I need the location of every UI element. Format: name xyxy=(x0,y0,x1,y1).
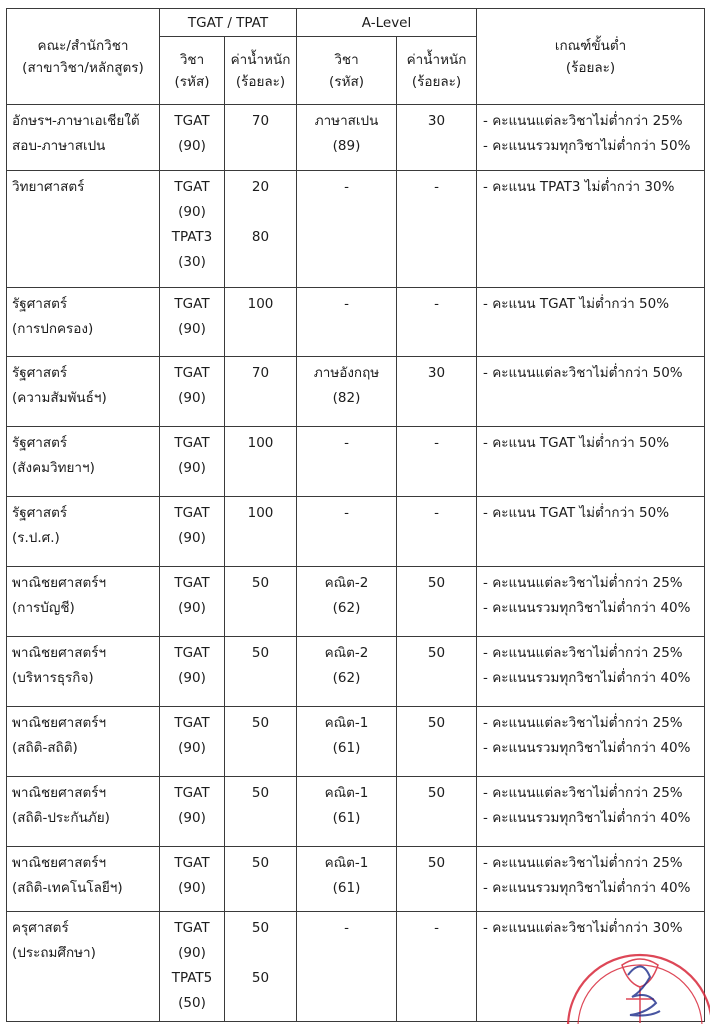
minimum-criteria-cell-line: - คะแนนรวมทุกวิชาไม่ต่ำกว่า 40% xyxy=(483,880,691,896)
admission-criteria-table xyxy=(6,8,705,1022)
tgat-subject-cell xyxy=(160,105,225,171)
faculty-cell-line: รัฐศาสตร์ xyxy=(12,365,68,381)
alevel-subject-cell-line: ภาษาสเปน xyxy=(314,113,379,129)
header-alevel-weight-line1: ค่าน้ำหนัก xyxy=(406,51,467,68)
alevel-subject-cell-line: (61) xyxy=(332,740,361,756)
faculty-cell xyxy=(7,288,160,357)
faculty-cell-line: (สถิติ-ประกันภัย) xyxy=(12,810,110,826)
faculty-cell-line: รัฐศาสตร์ xyxy=(12,435,68,451)
table-row xyxy=(7,427,705,497)
tgat-weight-cell-line: 70 xyxy=(251,113,270,129)
minimum-criteria-cell xyxy=(477,497,705,567)
minimum-criteria-cell xyxy=(477,777,705,847)
table-body xyxy=(7,105,705,1022)
alevel-weight-cell-line: 50 xyxy=(427,575,446,591)
faculty-cell-line: รัฐศาสตร์ xyxy=(12,505,68,521)
alevel-subject-cell xyxy=(297,912,397,1022)
faculty-cell-line: (สถิติ-สถิติ) xyxy=(12,740,78,756)
alevel-weight-cell-line: 50 xyxy=(427,785,446,801)
alevel-subject-cell-line: (62) xyxy=(332,600,361,616)
header-alevel-group: A-Level xyxy=(297,9,477,37)
alevel-subject-cell-line: (82) xyxy=(332,390,361,406)
alevel-subject-cell-line: - xyxy=(344,920,349,936)
alevel-subject-cell-line: - xyxy=(344,179,349,195)
header-tgat-weight-line2: (ร้อยละ) xyxy=(235,73,286,90)
tgat-subject-cell-line: (90) xyxy=(178,390,206,406)
tgat-weight-cell xyxy=(225,777,297,847)
tgat-subject-cell-line: (90) xyxy=(178,530,206,546)
tgat-subject-cell-line: TPAT3 xyxy=(171,229,213,245)
tgat-subject-cell xyxy=(160,637,225,707)
header-faculty xyxy=(7,9,160,105)
alevel-subject-cell xyxy=(297,497,397,567)
faculty-cell-line: (สังคมวิทยาฯ) xyxy=(12,460,95,476)
minimum-criteria-cell-line: - คะแนนแต่ละวิชาไม่ต่ำกว่า 30% xyxy=(483,920,683,936)
tgat-weight-cell xyxy=(225,105,297,171)
faculty-cell-line: (ร.ป.ศ.) xyxy=(12,530,60,546)
tgat-weight-cell-line: 50 xyxy=(251,920,270,936)
tgat-subject-cell-line: (90) xyxy=(178,670,206,686)
tgat-subject-cell-line: TGAT xyxy=(174,855,210,871)
alevel-subject-cell-line: - xyxy=(344,505,349,521)
tgat-subject-cell xyxy=(160,912,225,1022)
alevel-subject-cell-line: คณิต-2 xyxy=(324,645,369,661)
tgat-weight-cell-line: 100 xyxy=(247,505,274,521)
tgat-subject-cell-line: (90) xyxy=(178,945,206,961)
tgat-weight-cell-line: 100 xyxy=(247,435,274,451)
faculty-cell xyxy=(7,567,160,637)
tgat-subject-cell-line: (30) xyxy=(178,254,206,270)
faculty-cell-line: อักษรฯ-ภาษาเอเชียใต้ xyxy=(12,113,140,129)
tgat-subject-cell-line: (90) xyxy=(178,600,206,616)
tgat-weight-cell xyxy=(225,357,297,427)
minimum-criteria-cell xyxy=(477,171,705,288)
tgat-subject-cell-line: TGAT xyxy=(174,435,210,451)
alevel-weight-cell xyxy=(397,357,477,427)
tgat-weight-cell xyxy=(225,171,297,288)
minimum-criteria-cell xyxy=(477,567,705,637)
tgat-weight-cell-line: 70 xyxy=(251,365,270,381)
minimum-criteria-cell-line: - คะแนนรวมทุกวิชาไม่ต่ำกว่า 40% xyxy=(483,670,691,686)
alevel-subject-cell xyxy=(297,171,397,288)
alevel-weight-cell-line: 30 xyxy=(427,113,446,129)
tgat-weight-cell-line xyxy=(225,200,296,225)
header-tgat-weight xyxy=(225,37,297,105)
tgat-weight-cell xyxy=(225,427,297,497)
alevel-subject-cell xyxy=(297,357,397,427)
alevel-weight-cell-line: 50 xyxy=(427,715,446,731)
alevel-weight-cell-line: 50 xyxy=(427,855,446,871)
tgat-weight-cell xyxy=(225,637,297,707)
header-tgat-subject-line1: วิชา xyxy=(179,51,205,68)
faculty-cell-line: (สถิติ-เทคโนโลยีฯ) xyxy=(12,880,123,896)
alevel-weight-cell xyxy=(397,427,477,497)
faculty-cell-line: สอบ-ภาษาสเปน xyxy=(12,138,106,154)
tgat-subject-cell-line: TGAT xyxy=(174,645,210,661)
header-tgat-weight-line1: ค่าน้ำหนัก xyxy=(230,51,291,68)
header-tgat-group: TGAT / TPAT xyxy=(160,9,297,37)
tgat-subject-cell xyxy=(160,847,225,912)
alevel-subject-cell xyxy=(297,847,397,912)
header-alevel-weight xyxy=(397,37,477,105)
tgat-subject-cell-line: TGAT xyxy=(174,575,210,591)
faculty-cell-line: (บริหารธุรกิจ) xyxy=(12,670,94,686)
minimum-criteria-cell xyxy=(477,847,705,912)
tgat-weight-cell-line: 50 xyxy=(251,715,270,731)
minimum-criteria-cell-line: - คะแนน TGAT ไม่ต่ำกว่า 50% xyxy=(483,296,670,312)
alevel-weight-cell-line: 50 xyxy=(427,645,446,661)
alevel-weight-cell xyxy=(397,105,477,171)
minimum-criteria-cell-line: - คะแนนแต่ละวิชาไม่ต่ำกว่า 25% xyxy=(483,855,683,871)
faculty-cell xyxy=(7,427,160,497)
header-minimum-line2: (ร้อยละ) xyxy=(565,59,616,76)
alevel-subject-cell-line: ภาษอังกฤษ xyxy=(313,365,380,381)
minimum-criteria-cell-line: - คะแนนรวมทุกวิชาไม่ต่ำกว่า 40% xyxy=(483,740,691,756)
minimum-criteria-cell-line: - คะแนน TPAT3 ไม่ต่ำกว่า 30% xyxy=(483,179,675,195)
header-alevel-weight-line2: (ร้อยละ) xyxy=(411,73,462,90)
alevel-subject-cell-line: คณิต-2 xyxy=(324,575,369,591)
tgat-subject-cell xyxy=(160,567,225,637)
faculty-cell xyxy=(7,637,160,707)
tgat-subject-cell xyxy=(160,707,225,777)
header-faculty-line1: คณะ/สำนักวิชา xyxy=(37,37,129,54)
tgat-weight-cell-line: 50 xyxy=(251,575,270,591)
alevel-subject-cell-line: คณิต-1 xyxy=(324,715,369,731)
tgat-weight-cell-line: 20 xyxy=(251,179,270,195)
faculty-cell-line: (การปกครอง) xyxy=(12,321,94,337)
table-row xyxy=(7,357,705,427)
table-row xyxy=(7,288,705,357)
tgat-subject-cell xyxy=(160,777,225,847)
faculty-cell-line: วิทยาศาสตร์ xyxy=(12,179,85,195)
table-row xyxy=(7,637,705,707)
alevel-weight-cell-line: - xyxy=(434,505,439,521)
tgat-weight-cell xyxy=(225,567,297,637)
alevel-subject-cell xyxy=(297,777,397,847)
header-tgat-subject-line2: (รหัส) xyxy=(174,73,210,90)
faculty-cell-line: พาณิชยศาสตร์ฯ xyxy=(12,575,107,591)
tgat-subject-cell-line: TGAT xyxy=(174,785,210,801)
faculty-cell xyxy=(7,497,160,567)
table-row xyxy=(7,497,705,567)
tgat-weight-cell-line: 50 xyxy=(251,855,270,871)
faculty-cell xyxy=(7,357,160,427)
faculty-cell-line: (ความสัมพันธ์ฯ) xyxy=(12,390,107,406)
tgat-subject-cell-line: (90) xyxy=(178,204,206,220)
minimum-criteria-cell-line: - คะแนนรวมทุกวิชาไม่ต่ำกว่า 40% xyxy=(483,600,691,616)
header-faculty-line2: (สาขาวิชา/หลักสูตร) xyxy=(22,59,144,76)
alevel-subject-cell xyxy=(297,707,397,777)
tgat-subject-cell-line: (50) xyxy=(178,995,206,1011)
tgat-subject-cell-line: (90) xyxy=(178,810,206,826)
header-minimum-line1: เกณฑ์ขั้นต่ำ xyxy=(554,37,627,54)
tgat-weight-cell xyxy=(225,912,297,1022)
alevel-weight-cell xyxy=(397,912,477,1022)
header-minimum xyxy=(477,9,705,105)
minimum-criteria-cell xyxy=(477,707,705,777)
minimum-criteria-cell-line: - คะแนนแต่ละวิชาไม่ต่ำกว่า 25% xyxy=(483,715,683,731)
alevel-weight-cell-line: - xyxy=(434,179,439,195)
alevel-weight-cell xyxy=(397,567,477,637)
faculty-cell-line: พาณิชยศาสตร์ฯ xyxy=(12,785,107,801)
faculty-cell-line: ครุศาสตร์ xyxy=(12,920,69,936)
minimum-criteria-cell-line: - คะแนนแต่ละวิชาไม่ต่ำกว่า 25% xyxy=(483,113,683,129)
tgat-subject-cell-line: TGAT xyxy=(174,715,210,731)
faculty-cell-line: (ประถมศึกษา) xyxy=(12,945,96,961)
header-alevel-subject xyxy=(297,37,397,105)
tgat-subject-cell xyxy=(160,288,225,357)
alevel-weight-cell xyxy=(397,637,477,707)
tgat-subject-cell-line: TGAT xyxy=(174,505,210,521)
minimum-criteria-cell xyxy=(477,105,705,171)
tgat-weight-cell xyxy=(225,707,297,777)
tgat-subject-cell xyxy=(160,427,225,497)
tgat-subject-cell-line: (90) xyxy=(178,740,206,756)
tgat-subject-cell-line: TGAT xyxy=(174,179,210,195)
alevel-subject-cell-line: - xyxy=(344,435,349,451)
minimum-criteria-cell xyxy=(477,637,705,707)
alevel-weight-cell xyxy=(397,777,477,847)
faculty-cell xyxy=(7,171,160,288)
minimum-criteria-cell-line: - คะแนน TGAT ไม่ต่ำกว่า 50% xyxy=(483,435,670,451)
minimum-criteria-cell xyxy=(477,288,705,357)
tgat-weight-cell-line: 50 xyxy=(251,970,270,986)
alevel-subject-cell xyxy=(297,105,397,171)
faculty-cell-line: (การบัญชี) xyxy=(12,600,75,616)
alevel-weight-cell xyxy=(397,707,477,777)
minimum-criteria-cell-line: - คะแนนแต่ละวิชาไม่ต่ำกว่า 25% xyxy=(483,785,683,801)
faculty-cell xyxy=(7,707,160,777)
table-row xyxy=(7,777,705,847)
faculty-cell-line: พาณิชยศาสตร์ฯ xyxy=(12,855,107,871)
tgat-weight-cell xyxy=(225,288,297,357)
alevel-subject-cell xyxy=(297,637,397,707)
university-seal-stamp-icon xyxy=(560,935,710,1024)
tgat-subject-cell-line: (90) xyxy=(178,138,206,154)
alevel-subject-cell-line: (61) xyxy=(332,880,361,896)
faculty-cell xyxy=(7,847,160,912)
alevel-weight-cell-line: 30 xyxy=(427,365,446,381)
alevel-weight-cell-line: - xyxy=(434,435,439,451)
faculty-cell xyxy=(7,777,160,847)
minimum-criteria-cell-line: - คะแนนแต่ละวิชาไม่ต่ำกว่า 25% xyxy=(483,645,683,661)
tgat-weight-cell-line: 80 xyxy=(251,229,270,245)
tgat-subject-cell xyxy=(160,171,225,288)
tgat-weight-cell-line: 100 xyxy=(247,296,274,312)
alevel-subject-cell-line: (62) xyxy=(332,670,361,686)
alevel-weight-cell xyxy=(397,497,477,567)
tgat-subject-cell-line: (90) xyxy=(178,880,206,896)
tgat-subject-cell-line: TGAT xyxy=(174,296,210,312)
tgat-subject-cell-line: (90) xyxy=(178,321,206,337)
header-tgat-subject xyxy=(160,37,225,105)
header-alevel-subject-line2: (รหัส) xyxy=(329,73,364,90)
alevel-subject-cell-line: (89) xyxy=(332,138,361,154)
table-row xyxy=(7,171,705,288)
alevel-subject-cell-line: - xyxy=(344,296,349,312)
alevel-weight-cell-line: - xyxy=(434,920,439,936)
alevel-subject-cell-line: (61) xyxy=(332,810,361,826)
tgat-subject-cell-line: TPAT5 xyxy=(171,970,213,986)
tgat-subject-cell-line: TGAT xyxy=(174,113,210,129)
faculty-cell xyxy=(7,912,160,1022)
alevel-subject-cell xyxy=(297,567,397,637)
alevel-subject-cell xyxy=(297,288,397,357)
alevel-subject-cell-line: คณิต-1 xyxy=(324,855,369,871)
tgat-weight-cell xyxy=(225,497,297,567)
minimum-criteria-cell xyxy=(477,427,705,497)
tgat-subject-cell xyxy=(160,357,225,427)
minimum-criteria-cell-line: - คะแนนรวมทุกวิชาไม่ต่ำกว่า 50% xyxy=(483,138,691,154)
faculty-cell-line: รัฐศาสตร์ xyxy=(12,296,68,312)
tgat-subject-cell-line: TGAT xyxy=(174,365,210,381)
tgat-weight-cell xyxy=(225,847,297,912)
tgat-weight-cell-line: 50 xyxy=(251,785,270,801)
faculty-cell xyxy=(7,105,160,171)
header-alevel-subject-line1: วิชา xyxy=(334,51,359,68)
faculty-cell-line: พาณิชยศาสตร์ฯ xyxy=(12,715,107,731)
table-row xyxy=(7,847,705,912)
tgat-subject-cell-line: TGAT xyxy=(174,920,210,936)
alevel-subject-cell xyxy=(297,427,397,497)
tgat-weight-cell-line xyxy=(225,941,296,966)
alevel-subject-cell-line: คณิต-1 xyxy=(324,785,369,801)
alevel-weight-cell-line: - xyxy=(434,296,439,312)
minimum-criteria-cell xyxy=(477,357,705,427)
alevel-weight-cell xyxy=(397,288,477,357)
tgat-subject-cell-line: (90) xyxy=(178,460,206,476)
minimum-criteria-cell-line: - คะแนน TGAT ไม่ต่ำกว่า 50% xyxy=(483,505,670,521)
alevel-weight-cell xyxy=(397,171,477,288)
table-row xyxy=(7,105,705,171)
table-row xyxy=(7,707,705,777)
minimum-criteria-cell-line: - คะแนนแต่ละวิชาไม่ต่ำกว่า 25% xyxy=(483,575,683,591)
faculty-cell-line: พาณิชยศาสตร์ฯ xyxy=(12,645,107,661)
tgat-weight-cell-line: 50 xyxy=(251,645,270,661)
minimum-criteria-cell-line: - คะแนนรวมทุกวิชาไม่ต่ำกว่า 40% xyxy=(483,810,691,826)
tgat-subject-cell xyxy=(160,497,225,567)
minimum-criteria-cell-line: - คะแนนแต่ละวิชาไม่ต่ำกว่า 50% xyxy=(483,365,683,381)
table-row xyxy=(7,567,705,637)
alevel-weight-cell xyxy=(397,847,477,912)
